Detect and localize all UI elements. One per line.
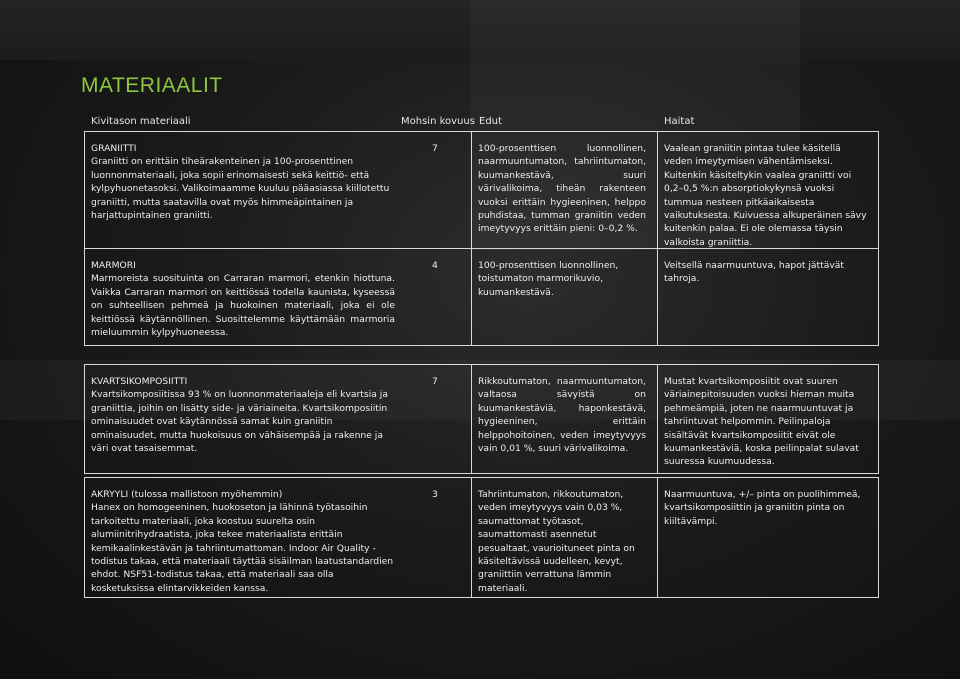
table-row-marmori [84, 248, 879, 346]
column-divider [657, 132, 658, 248]
material-description: Kvartsikomposiitissa 93 % on luonnonmateriaaleja eli kvartsia ja graniittia, joihin on lisätty side- ja väriaineita. Kvartsikomposiitin ominaisuudet ovat käytännössä samat kuin graniitin ominaisuudet, mutta huokoisuus on vähäisempää ja rakenne ja väri ovat tasaisemmat. [91, 389, 388, 455]
pros-cell: Rikkoutumaton, naarmuuntumaton, valtaosa sävyistä on kuumankestäviä, haponkestävä, hygieeninen, erittäin helppohoitoinen, veden imeytyvyys vain 0,01 %, suuri värivalikoima. [478, 376, 646, 455]
material-name: KVARTSIKOMPOSIITTI [91, 376, 188, 387]
material-description: Graniitti on erittäin tiheärakenteinen ja 100-prosenttinen luonnonmateriaali, joka sopii erinomaisesti sekä keittiö- että kylpyhuonetasoksi. Valikoimaamme kuuluu pääasiassa kiillotettu graniitti, mutta saatavilla ovat myös himmeäpintainen ja harjattupintainen graniitti. [91, 156, 390, 222]
column-divider [471, 365, 472, 473]
cons-cell: Naarmuuntuva, +/– pinta on puolihimmeä, kvartsikomposiittin ja graniitin pinta on kiiltävämpi. [664, 489, 861, 527]
pros-cell: 100-prosenttisen luonnollinen, naarmuuntumaton, tahriintumaton, kuumankestävä, suuri värivalikoima, tiheän rakenteen vuoksi erittäin hygieeninen, helppo puhdistaa, tumman graniitin veden imeytyvyys erittäin pieni: 0–0,2 %. [478, 143, 646, 235]
column-header-cons: Haitat [664, 116, 695, 127]
material-description: Marmoreista suosituinta on Carraran marmori, etenkin hiottuna. Vaikka Carraran marmori on keittiössä todella kaunista, kyseessä on suhteellisen pehmeä ja huokoinen materiaali, joka ei ole keittiössä käytännöllinen. Suosittelemme käyttämään marmoria mieluummin kylpyhuoneessa. [91, 273, 395, 339]
column-divider [471, 249, 472, 345]
pros-cell: 100-prosenttisen luonnollinen, toistumaton marmorikuvio, kuumankestävä. [478, 260, 619, 298]
table-row-akryyli [84, 477, 879, 598]
hardness-value: 7 [432, 376, 438, 387]
cons-cell: Veitsellä naarmuuntuva, hapot jättävät tahroja. [664, 260, 845, 285]
material-name: GRANIITTI [91, 143, 137, 154]
table-row-kvartsikomposiitti [84, 364, 879, 474]
hardness-value: 7 [432, 143, 438, 154]
column-header-material: Kivitason materiaali [91, 116, 191, 127]
pros-cell: Tahriintumaton, rikkoutumaton, veden imeytyvyys vain 0,03 %, saumattomat työtasot, saumattomasti asennetut pesualtaat, vaurioituneet pinta on käsiteltävissä uudelleen, kevyt, graniittiin verrattuna lämmin materiaali. [478, 489, 635, 594]
material-description: Hanex on homogeeninen, huokoseton ja lähinnä työtasoihin tarkoitettu materiaali, joka koostuu suurelta osin alumiinitrihydraatista, joka tekee materiaalista erittäin kemikaalinkestävän ja tahriintumattoman. Indoor Air Quality -todistus takaa, että materiaali täyttää sisäilman laatustandardien ehdot. NSF51-todistus takaa, että materiaali saa olla kosketuksissa elintarvikkeiden kanssa. [91, 502, 394, 594]
cons-cell: Mustat kvartsikomposiitit ovat suuren väriainepitoisuuden vuoksi hieman muita pehmeämpiä, joten ne naarmuuntuvat ja tahriintuvat helpommin. Peilinpaloja sisältävät kvartsikomposiitit eivät ole kuumankestäviä, koska peilinpalat sulavat suuressa kuumuudessa. [664, 376, 859, 468]
column-divider [471, 132, 472, 248]
table-row-graniitti [84, 131, 879, 249]
material-cell [91, 488, 395, 595]
material-name: AKRYYLI (tulossa mallistoon myöhemmin) [91, 489, 283, 500]
material-cell [91, 142, 395, 222]
column-divider [657, 249, 658, 345]
material-cell [91, 259, 395, 339]
column-header-pros: Edut [479, 116, 502, 127]
hardness-value: 3 [432, 489, 438, 500]
page-title: MATERIAALIT [81, 74, 223, 97]
column-divider [471, 478, 472, 597]
background-cabinets [0, 0, 960, 60]
material-cell [91, 375, 395, 455]
column-divider [657, 478, 658, 597]
hardness-value: 4 [432, 260, 438, 271]
column-header-hardness: Mohsin kovuus [401, 116, 475, 127]
column-divider [657, 365, 658, 473]
cons-cell: Vaalean graniitin pintaa tulee käsitellä veden imeytymisen vähentämiseksi. Kuitenkin käsiteltykin vaalea graniitti voi 0,2–0,5 %:n absorptiokykynsä vuoksi tummua nesteen pitkäaikaisesta vaikutuksesta. Kuivuessa alkuperäinen sävy kuitenkin palaa. Ei ole olemassa täysin valkoista graniittia. [664, 143, 867, 248]
material-name: MARMORI [91, 260, 136, 271]
